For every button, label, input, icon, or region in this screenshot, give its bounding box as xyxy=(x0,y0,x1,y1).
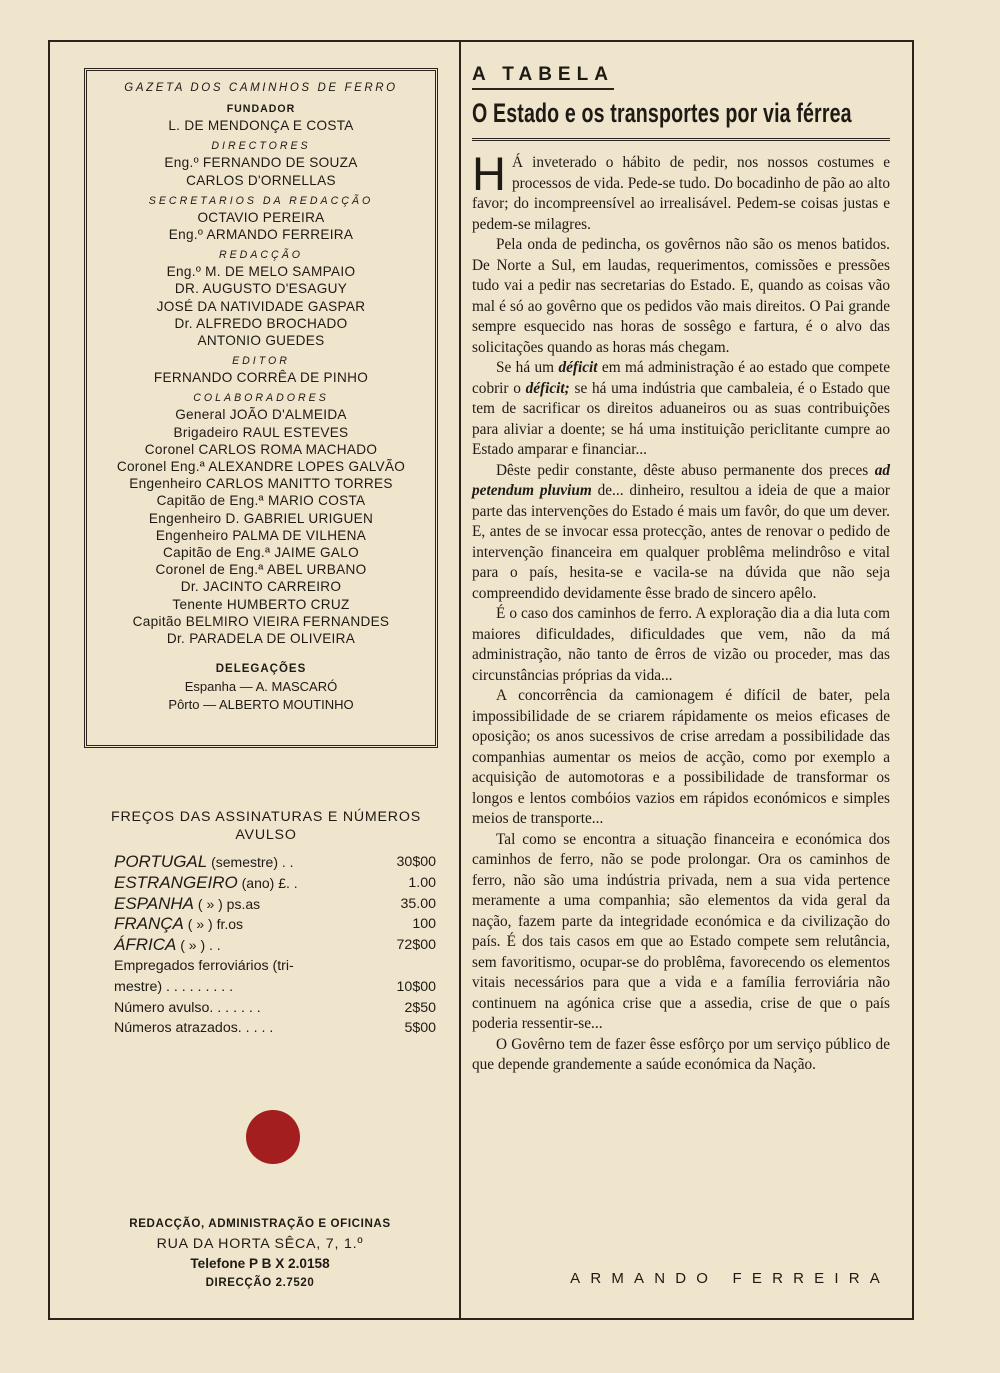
redaccao-title: REDACÇÃO xyxy=(218,249,304,262)
drop-cap: H xyxy=(472,147,506,200)
colaborador-name: Dr. PARADELA DE OLIVEIRA xyxy=(166,631,356,647)
colaborador-name: Tenente HUMBERTO CRUZ xyxy=(172,596,350,612)
paragraph-text: Á inveterado o hábito de pedir, nos nossos costumes e processos de vida. Pede-se tudo. Do bocadinho de pão ao alto favor; do incompreensível ao irrealisável. Pedem-se coisas justas e pedem-se milagres. xyxy=(472,154,890,233)
paragraph-text: se há uma indústria que cambaleia, é o Estado que tem de sacrificar os direitos aduaneiros ou as suas contribuições para aliviar a doente; se há uma instituição periclitante cumpre ao Estado amparar e financiar... xyxy=(472,379,891,458)
colaborador-name: Capitão de Eng.ª MARIO COSTA xyxy=(156,493,366,509)
column-divider xyxy=(459,40,461,1320)
price-label: FRANÇA xyxy=(114,914,184,934)
secretario-name: Eng.º ARMANDO FERREIRA xyxy=(168,227,354,243)
colaborador-name: Capitão de Eng.ª JAIME GALO xyxy=(163,545,359,561)
price-qualifier: (semestre) . . xyxy=(207,854,294,870)
paragraph-text: Se há um xyxy=(496,359,559,376)
telephone: Telefone P B X 2.0158 xyxy=(190,1256,330,1271)
editor-name: FERNANDO CORRÊA DE PINHO xyxy=(153,370,369,386)
price-amount: 100 xyxy=(412,916,436,933)
price-amount xyxy=(376,956,436,977)
price-amount: 1.00 xyxy=(408,874,436,891)
paragraph xyxy=(472,358,890,461)
colaborador-name: Engenheiro D. GABRIEL URIGUEN xyxy=(148,510,374,526)
price-row xyxy=(96,977,436,998)
price-label: PORTUGAL xyxy=(114,852,208,871)
address-line: RUA DA HORTA SÊCA, 7, 1.º xyxy=(156,1236,364,1252)
address-line: REDACÇÃO, ADMINISTRAÇÃO E OFICINAS xyxy=(129,1217,391,1230)
price-row xyxy=(96,914,436,935)
paragraph-text: Dêste pedir constante, dêste abuso permanente dos preces xyxy=(496,461,875,479)
paragraph xyxy=(472,147,890,235)
prices-title: FREÇOS DAS ASSINATURAS E NÚMEROS AVULSO xyxy=(111,809,421,843)
price-label: Número avulso. . . . . . . xyxy=(114,999,261,1016)
price-label: ESPANHA xyxy=(114,893,194,913)
paragraph-text: em má administração é ao estado que compete cobrir o xyxy=(472,359,890,397)
colaboradores-title: COLABORADORES xyxy=(193,392,329,405)
emphasis: déficit xyxy=(558,359,598,376)
emphasis: ad petendum pluvium xyxy=(472,461,890,499)
price-amount: 35.00 xyxy=(400,895,436,912)
article-headline: O Estado e os transportes por via férrea xyxy=(472,98,852,128)
subscription-prices xyxy=(96,808,436,1039)
secretarios-title: SECRETARIOS DA REDACÇÃO xyxy=(148,194,374,207)
section-label: A TABELA xyxy=(472,64,614,90)
author-signature: ARMANDO FERREIRA xyxy=(570,1270,890,1287)
price-qualifier: (ano) £. . xyxy=(237,874,298,891)
director-name: Eng.º FERNANDO DE SOUZA xyxy=(164,155,358,171)
headline-rule xyxy=(472,138,890,141)
price-row xyxy=(96,852,436,873)
colaborador-name: Engenheiro CARLOS MANITTO TORRES xyxy=(129,476,393,492)
price-label: mestre) . . . . . . . . . xyxy=(114,978,234,995)
colaborador-name: Coronel de Eng.ª ABEL URBANO xyxy=(155,562,367,578)
paragraph: Tal como se encontra a situação financeira e económica dos caminhos de ferro, não se pode prolongar. Ora os caminhos de ferro, não são uma indústria privada, nem a sua vida pertence meramente a uma companhia; são elementos da vida geral da nação, fazem parte da integridade económica e da civilização do país. É dos tais casos em que ao Estado compete sem relutância, sem favoritismo, ocupar-se do problêma, favorecendo os elementos vitais necessários para que a vida e a família ferroviária não continuem na agónica crise que a assedia, crise de que o país poderia ressentir-se... xyxy=(472,830,890,1032)
secretario-name: OCTAVIO PEREIRA xyxy=(197,209,325,225)
redaccao-name: Dr. ALFREDO BROCHADO xyxy=(174,315,348,331)
price-amount: 5$00 xyxy=(404,1020,436,1037)
paragraph xyxy=(472,461,890,605)
director-name: CARLOS D'ORNELLAS xyxy=(186,172,336,188)
delegacao: Pôrto — ALBERTO MOUTINHO xyxy=(168,696,354,712)
direccao-phone: DIRECÇÃO 2.7520 xyxy=(205,1277,315,1289)
price-row xyxy=(96,935,436,956)
editor-title: EDITOR xyxy=(232,355,290,368)
price-row xyxy=(96,894,436,915)
paragraph: A concorrência da camionagem é difícil de bater, pela impossibilidade de se criarem rápidamente os meios eficases de oposição; os anos sucessivos de crise arredam a possibilidade das companhias aumentar os meios de acção, como por exemplo a acquisição de automotoras e a possibilidade de transformar os longos e lentos combóios vazios em rápidos económicos e simples meios de transporte... xyxy=(472,687,890,827)
delegacoes-title: DELEGAÇÕES xyxy=(215,663,307,676)
fundador-name: L. DE MENDONÇA E COSTA xyxy=(168,118,354,134)
directores-title: DIRECTORES xyxy=(211,140,311,153)
price-label: Números atrazados. . . . . xyxy=(114,1020,274,1037)
delegacao: Espanha — A. MASCARÓ xyxy=(184,679,338,695)
redaccao-name: JOSÉ DA NATIVIDADE GASPAR xyxy=(156,298,366,314)
price-label: Empregados ferroviários (tri- xyxy=(114,957,294,974)
price-qualifier: ( » ) ps.as xyxy=(194,895,261,912)
paragraph: O Govêrno tem de fazer êsse esfôrço por um serviço público de que depende grandemente a saúde económica da Nação. xyxy=(472,1035,890,1073)
price-label: ESTRANGEIRO xyxy=(114,872,238,892)
price-qualifier: ( » ) . . xyxy=(176,937,221,954)
colaborador-name: Capitão BELMIRO VIEIRA FERNANDES xyxy=(132,613,390,629)
price-label: ÁFRICA xyxy=(114,935,177,955)
fundador-title: FUNDADOR xyxy=(226,103,296,116)
colaborador-name: Coronel Eng.ª ALEXANDRE LOPES GALVÃO xyxy=(116,459,406,475)
price-qualifier: ( » ) fr.os xyxy=(183,916,244,933)
colaborador-name: Engenheiro PALMA DE VILHENA xyxy=(155,527,367,543)
price-amount: 30$00 xyxy=(396,854,436,870)
address-block xyxy=(100,1214,420,1292)
red-seal-icon xyxy=(246,1110,300,1164)
redaccao-name: DR. AUGUSTO D'ESAGUY xyxy=(174,281,348,297)
price-row xyxy=(96,998,436,1019)
price-row xyxy=(96,1018,436,1039)
price-amount: 2$50 xyxy=(404,999,436,1016)
publication-name: GAZETA DOS CAMINHOS DE FERRO xyxy=(124,82,398,94)
colaborador-name: Coronel CARLOS ROMA MACHADO xyxy=(144,441,378,457)
article-body xyxy=(472,147,891,1076)
redaccao-name: Eng.º M. DE MELO SAMPAIO xyxy=(166,264,356,280)
colaborador-name: Brigadeiro RAUL ESTEVES xyxy=(173,424,349,440)
price-row xyxy=(96,956,436,977)
price-row xyxy=(96,873,436,894)
paragraph-text: de... dinheiro, resultou a ideia de que a maior parte das intervenções do Estado é mais um favôr, do que um dever. E, antes de se invocar essa protecção, antes de renovar o pedido de intervenção financeira em qualquer problêma melindrôso e vital para o país, hesita-se e vacila-se na dúvida que não seja compreendido devidamente êsse brado de sincero apêlo. xyxy=(472,482,890,602)
price-amount: 72$00 xyxy=(396,937,436,954)
paragraph: Pela onda de pedincha, os govêrnos não são os menos batidos. De Norte a Sul, em laudas, requerimentos, comissões e pressões tudo vai a pedir nas secretarias do Estado. E, quando as coisas vão mal é só ao govêrno que os pedidos vão mais direitos. O Pai grande sempre esquecido nas horas de sossêgo e fartura, é o alvo das solicitações quando as horas más chegam. xyxy=(472,236,890,356)
redaccao-name: ANTONIO GUEDES xyxy=(197,333,325,349)
masthead-box xyxy=(84,68,438,748)
emphasis: déficit; xyxy=(525,379,570,397)
colaborador-name: Dr. JACINTO CARREIRO xyxy=(180,579,342,595)
price-amount: 10$00 xyxy=(396,978,436,995)
colaborador-name: General JOÃO D'ALMEIDA xyxy=(175,407,347,423)
paragraph: É o caso dos caminhos de ferro. A exploração dia a dia luta com maiores dificuldades, dificuldades que vem, não da má administração, não tanto de êrros de vizão ou proceder, mas das circunstâncias próprias da vida... xyxy=(472,605,890,684)
